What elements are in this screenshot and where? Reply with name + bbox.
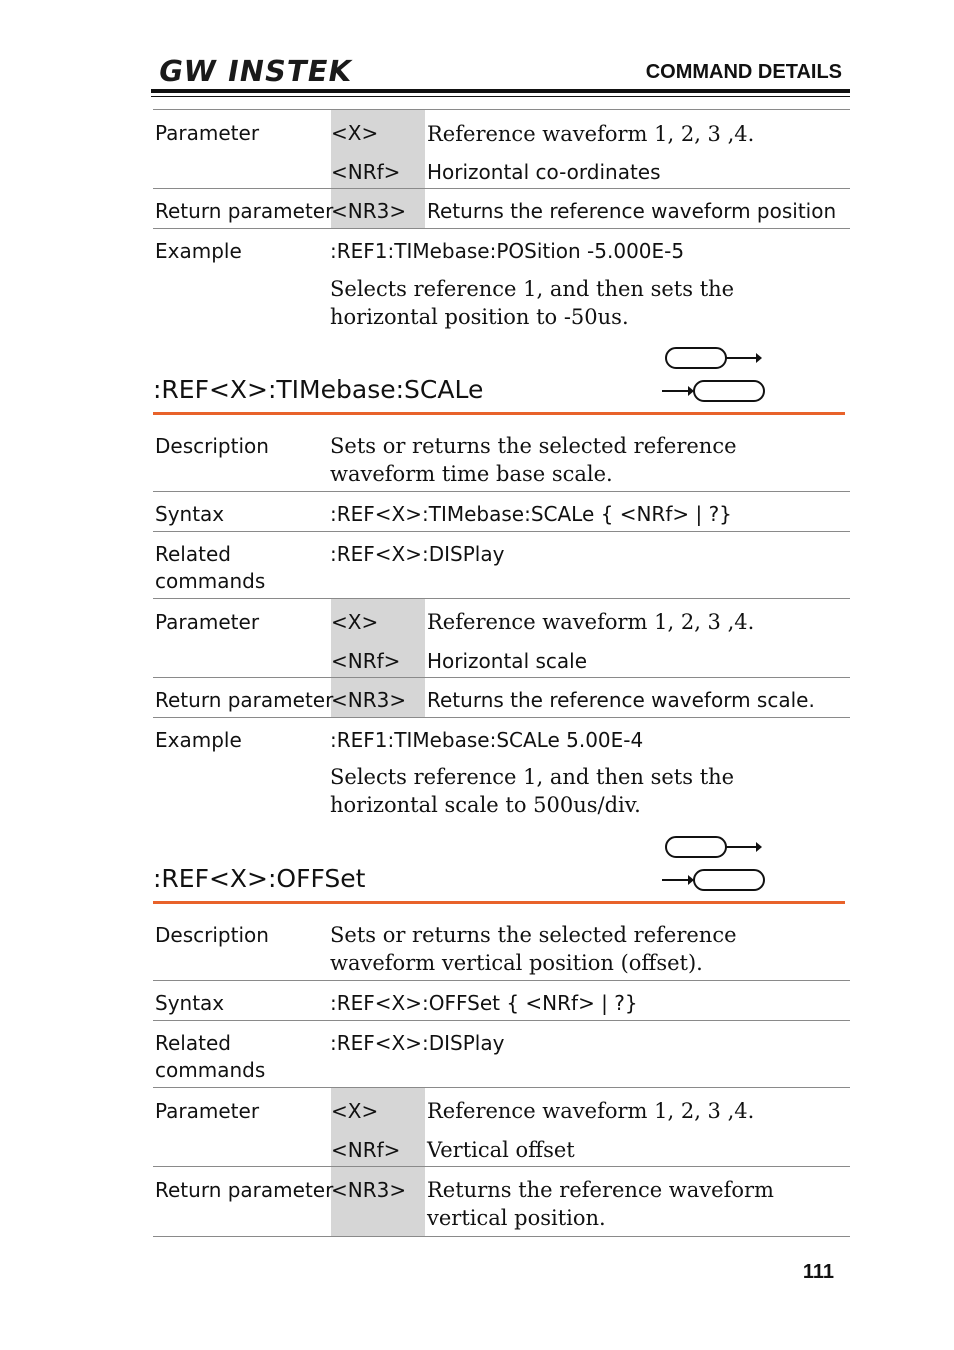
row-label: Return parameter <box>155 688 334 712</box>
brand-logo: GW INSTEK <box>156 54 355 88</box>
related-command: :REF<X>:DISPlay <box>330 1031 505 1055</box>
page-number: 111 <box>802 1261 834 1283</box>
param-tag: <X> <box>331 1099 379 1123</box>
param-tag: <NRf> <box>331 1138 401 1162</box>
row-label: Parameter <box>155 1099 260 1123</box>
section-title: :REF<X>:OFFSet <box>153 864 366 893</box>
return-desc: Returns the reference waveform scale. <box>427 688 815 712</box>
param-desc: Reference waveform 1, 2, 3 ,4. <box>427 122 755 146</box>
row-label: Related <box>155 542 231 566</box>
example-command: :REF1:TIMebase:POSition -5.000E-5 <box>330 239 685 263</box>
row-label: commands <box>155 1058 266 1082</box>
row-label: Syntax <box>155 502 225 526</box>
syntax-text: :REF<X>:OFFSet { <NRf> | ?} <box>330 991 638 1015</box>
return-tag: <NR3> <box>331 1178 407 1202</box>
example-description: Selects reference 1, and then sets the horizontal scale to 500us/div. <box>330 765 735 817</box>
description-row <box>153 424 850 490</box>
row-label: Syntax <box>155 991 225 1015</box>
parameter-row <box>153 598 850 678</box>
example-description: Selects reference 1, and then sets the horizontal position to -50us. <box>330 277 735 329</box>
param-tag: <NRf> <box>331 160 401 184</box>
row-label: commands <box>155 569 266 593</box>
header-rule-thin <box>151 96 850 97</box>
description-text: Sets or returns the selected reference waveform vertical position (offset). <box>330 923 737 975</box>
row-label: Description <box>155 923 269 947</box>
set-query-icon <box>660 833 770 893</box>
section-title: :REF<X>:TIMebase:SCALe <box>153 375 484 404</box>
header-section-title: COMMAND DETAILS <box>645 61 842 83</box>
set-query-icon <box>660 344 770 404</box>
return-desc: Returns the reference waveform position <box>427 199 837 223</box>
section-rule <box>153 412 845 415</box>
row-label: Example <box>155 239 242 263</box>
row-label: Return parameter <box>155 1178 334 1202</box>
param-tag: <X> <box>331 610 379 634</box>
row-label: Description <box>155 434 269 458</box>
parameter-row <box>153 1087 850 1167</box>
row-label: Related <box>155 1031 231 1055</box>
return-row <box>153 677 850 718</box>
row-label: Return parameter <box>155 199 334 223</box>
row-label: Parameter <box>155 610 260 634</box>
param-desc: Horizontal scale <box>427 649 588 673</box>
description-row <box>153 913 850 979</box>
top-return-row <box>153 188 850 229</box>
syntax-row <box>153 491 850 532</box>
section-rule <box>153 901 845 904</box>
return-tag: <NR3> <box>331 688 407 712</box>
example-command: :REF1:TIMebase:SCALe 5.00E-4 <box>330 728 644 752</box>
top-example-row <box>153 228 850 329</box>
related-row <box>153 531 850 599</box>
param-desc: Reference waveform 1, 2, 3 ,4. <box>427 610 755 634</box>
header-rule-thick <box>151 89 850 93</box>
param-tag: <NRf> <box>331 649 401 673</box>
return-row <box>153 1166 850 1237</box>
return-tag: <NR3> <box>331 199 407 223</box>
return-desc: Returns the reference waveform vertical position. <box>427 1178 774 1230</box>
param-tag: <X> <box>331 121 379 145</box>
syntax-row <box>153 980 850 1021</box>
row-label: Example <box>155 728 242 752</box>
related-command: :REF<X>:DISPlay <box>330 542 505 566</box>
param-desc: Reference waveform 1, 2, 3 ,4. <box>427 1099 755 1123</box>
row-label: Parameter <box>155 121 260 145</box>
example-row <box>153 717 850 818</box>
top-parameter-row <box>153 109 850 189</box>
related-row <box>153 1020 850 1088</box>
param-desc: Vertical offset <box>427 1138 575 1162</box>
syntax-text: :REF<X>:TIMebase:SCALe { <NRf> | ?} <box>330 502 732 526</box>
description-text: Sets or returns the selected reference waveform time base scale. <box>330 434 737 486</box>
param-desc: Horizontal co-ordinates <box>427 160 661 184</box>
